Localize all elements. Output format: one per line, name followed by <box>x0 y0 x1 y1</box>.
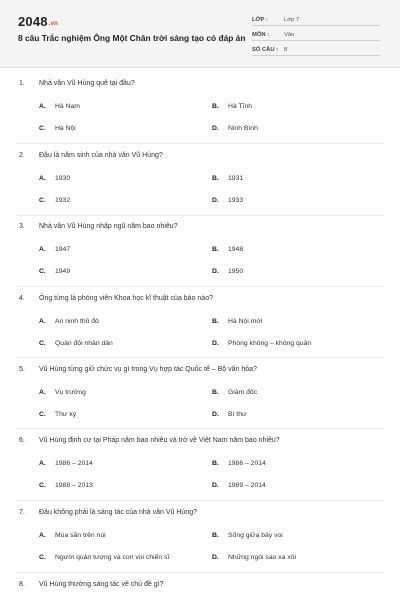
option-c[interactable]: C. 1932 <box>39 197 71 204</box>
question-number: 3. <box>19 223 25 230</box>
question-text: Đâu là năm sinh của nhà văn Vũ Hùng? <box>39 152 163 159</box>
divider <box>16 143 384 144</box>
page-header <box>0 0 400 68</box>
question-text: Vũ Hùng định cư tại Pháp năm bao nhiêu và trở về Việt Nam năm bao nhiêu? <box>39 437 280 444</box>
option-d[interactable]: D. Ninh Bình <box>212 125 258 132</box>
option-c[interactable]: C. Người quản tượng và con voi chiến sĩ <box>39 554 170 561</box>
option-a[interactable]: A. 1986 – 2014 <box>39 460 93 467</box>
meta-question-count: SỐ CÂU : 8 <box>252 44 380 56</box>
option-d[interactable]: D. Những ngôi sao xa xôi <box>212 554 297 561</box>
question-number: 2. <box>19 152 25 159</box>
question-number: 7. <box>19 509 25 516</box>
question-text: Vũ Hùng từng giữ chức vụ gì trong Vụ hợp tác Quốc tế – Bộ văn hóa? <box>39 366 257 373</box>
option-b[interactable]: B. Giám đốc <box>212 389 258 396</box>
question-text: Vũ Hùng thường sáng tác về chủ đề gì? <box>39 581 164 588</box>
question-number: 1. <box>19 80 25 87</box>
option-a[interactable]: A. Vụ trưởng <box>39 389 86 396</box>
page-title: 8 câu Trắc nghiệm Ông Một Chân trời sáng tạo có đáp án <box>18 33 246 43</box>
meta-subject: MÔN : Văn <box>252 29 380 41</box>
option-b[interactable]: B. 1986 – 2014 <box>212 460 266 467</box>
divider <box>16 215 384 216</box>
option-b[interactable]: B. Hà Nội mới <box>212 318 263 325</box>
option-d[interactable]: D. 1989 – 2014 <box>212 482 266 489</box>
option-a[interactable]: A. 1930 <box>39 175 71 182</box>
option-b[interactable]: B. Sống giữa bầy voi <box>212 532 283 539</box>
option-a[interactable]: A. 1947 <box>39 246 71 253</box>
option-b[interactable]: B. 1948 <box>212 246 244 253</box>
option-d[interactable]: D. Phòng không – không quân <box>212 340 312 347</box>
question-number: 5. <box>19 366 25 373</box>
option-c[interactable]: C. Thư ký <box>39 411 77 418</box>
question-number: 6. <box>19 437 25 444</box>
divider <box>16 286 384 287</box>
question-text: Nhà văn Vũ Hùng nhập ngũ năm bao nhiêu? <box>39 223 178 230</box>
question-text: Ông từng là phóng viên Khoa học kĩ thuật của báo nào? <box>39 295 213 302</box>
option-d[interactable]: D. 1950 <box>212 268 244 275</box>
option-c[interactable]: C. Hà Nội <box>39 125 76 132</box>
divider <box>16 428 384 429</box>
divider <box>16 572 384 573</box>
question-number: 4. <box>19 295 25 302</box>
option-d[interactable]: D. Bí thư <box>212 411 247 418</box>
option-c[interactable]: C. Quân đội nhân dân <box>39 340 113 347</box>
option-a[interactable]: A. Hà Nam <box>39 103 80 110</box>
option-b[interactable]: B. Hà Tĩnh <box>212 103 253 110</box>
option-a[interactable]: A. Mùa săn trên núi <box>39 532 106 539</box>
divider <box>16 500 384 501</box>
option-b[interactable]: B. 1931 <box>212 175 244 182</box>
option-d[interactable]: D. 1933 <box>212 197 244 204</box>
question-text: Đâu không phải là sáng tác của nhà văn Vũ Hùng? <box>39 509 198 516</box>
meta-grade: LỚP : Lớp 7 <box>252 14 380 26</box>
option-c[interactable]: C. 1949 <box>39 268 71 275</box>
site-logo[interactable]: 2048.vn <box>18 14 59 29</box>
option-c[interactable]: C. 1988 – 2013 <box>39 482 93 489</box>
divider <box>16 357 384 358</box>
option-a[interactable]: A. An ninh thủ đô <box>39 318 99 325</box>
question-number: 8. <box>19 581 25 588</box>
question-text: Nhà văn Vũ Hùng quê tại đâu? <box>39 80 135 87</box>
